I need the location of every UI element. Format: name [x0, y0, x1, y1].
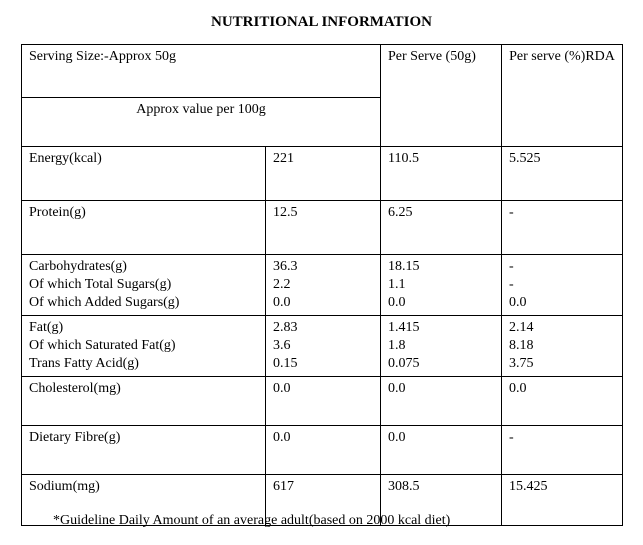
rda-value: 3.75: [509, 356, 534, 371]
per-serve-value: 18.15: [388, 259, 420, 274]
per-serve-value: 1.8: [388, 338, 406, 353]
rda-value: 8.18: [509, 338, 534, 353]
nutrient-label: Protein(g): [29, 205, 86, 220]
per-serve-value: 0.0: [388, 381, 406, 396]
rda-cell: [502, 377, 623, 426]
table-row: [22, 255, 623, 316]
approx-value-cell: Approx value per 100g: [22, 98, 381, 147]
per-serve-cell: [381, 316, 502, 377]
nutrient-cell: [22, 377, 266, 426]
per-serve-value: 6.25: [388, 205, 413, 220]
rda-cell: [502, 255, 623, 316]
page-title: NUTRITIONAL INFORMATION: [211, 14, 432, 30]
nutrient-label: Carbohydrates(g): [29, 259, 127, 274]
per100-cell: [266, 201, 381, 255]
nutrient-label: Of which Saturated Fat(g): [29, 338, 176, 353]
per100-value: 2.83: [273, 320, 298, 335]
nutrient-cell: [22, 147, 266, 201]
per100-value: 0.15: [273, 356, 298, 371]
per-serve-cell: [381, 255, 502, 316]
table-row: [22, 377, 623, 426]
nutrient-label: Of which Added Sugars(g): [29, 295, 180, 310]
serving-size-cell: Serving Size:-Approx 50g: [22, 45, 381, 98]
per-serve-header: Per Serve (50g): [381, 45, 502, 147]
nutrient-label: Cholesterol(mg): [29, 381, 121, 396]
per-serve-cell: [381, 201, 502, 255]
nutrient-label: Energy(kcal): [29, 151, 102, 166]
per100-value: 617: [273, 479, 294, 494]
footnote: *Guideline Daily Amount of an average adult(based on 2000 kcal diet): [53, 513, 451, 528]
per-serve-value: 0.0: [388, 295, 406, 310]
rda-cell: [502, 147, 623, 201]
rda-value: 15.425: [509, 479, 548, 494]
rda-header: Per serve (%)RDA: [502, 45, 623, 147]
per-serve-value: 0.075: [388, 356, 420, 371]
per-serve-cell: [381, 377, 502, 426]
per100-value: 0.0: [273, 430, 291, 445]
nutrient-label: Sodium(mg): [29, 479, 100, 494]
rda-cell: [502, 426, 623, 475]
rda-value: 5.525: [509, 151, 541, 166]
per-serve-value: 110.5: [388, 151, 419, 166]
per-serve-value: 1.415: [388, 320, 420, 335]
nutrition-table: [21, 44, 623, 526]
per100-cell: [266, 377, 381, 426]
rda-cell: [502, 316, 623, 377]
nutrient-label: Fat(g): [29, 320, 64, 335]
per-serve-value: 308.5: [388, 479, 420, 494]
table-row: [22, 147, 623, 201]
nutrient-label: Dietary Fibre(g): [29, 430, 121, 445]
header-row: [22, 45, 623, 98]
nutrient-label: Trans Fatty Acid(g): [29, 356, 139, 371]
per-serve-value: 1.1: [388, 277, 406, 292]
rda-value: 0.0: [509, 295, 527, 310]
table-row: [22, 426, 623, 475]
nutrient-cell: [22, 316, 266, 377]
per100-cell: [266, 147, 381, 201]
table-row: [22, 316, 623, 377]
nutrient-cell: [22, 255, 266, 316]
per-serve-cell: [381, 147, 502, 201]
per-serve-cell: [381, 426, 502, 475]
per-serve-value: 0.0: [388, 430, 406, 445]
nutrient-cell: [22, 426, 266, 475]
rda-value: -: [509, 205, 514, 220]
per100-value: 0.0: [273, 381, 291, 396]
table-row: [22, 201, 623, 255]
per100-value: 0.0: [273, 295, 291, 310]
nutrient-label: Of which Total Sugars(g): [29, 277, 172, 292]
per100-value: 36.3: [273, 259, 298, 274]
nutrient-cell: [22, 201, 266, 255]
per100-value: 2.2: [273, 277, 291, 292]
rda-value: 0.0: [509, 381, 527, 396]
rda-value: -: [509, 259, 514, 274]
per100-value: 12.5: [273, 205, 298, 220]
per100-value: 3.6: [273, 338, 291, 353]
rda-cell: [502, 201, 623, 255]
per100-cell: [266, 426, 381, 475]
rda-value: 2.14: [509, 320, 534, 335]
rda-cell: [502, 475, 623, 526]
per100-value: 221: [273, 151, 294, 166]
per100-cell: [266, 255, 381, 316]
rda-value: -: [509, 277, 514, 292]
rda-value: -: [509, 430, 514, 445]
per100-cell: [266, 316, 381, 377]
